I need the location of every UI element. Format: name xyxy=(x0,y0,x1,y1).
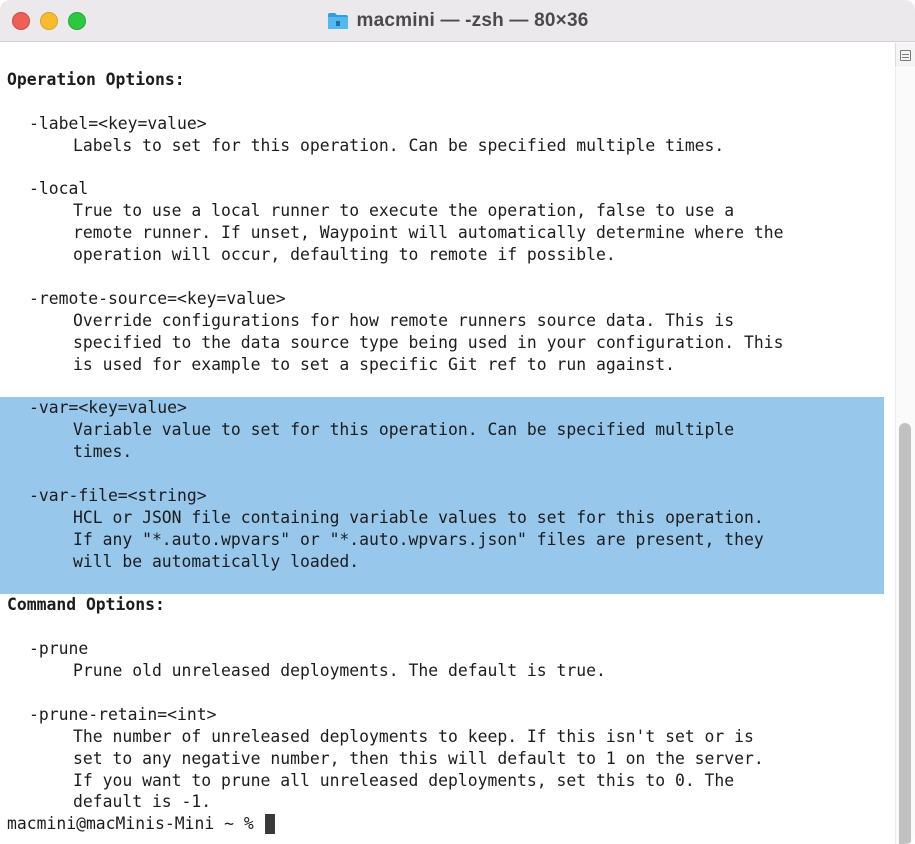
option-description: specified to the data source type being used in your configuration. This xyxy=(73,332,784,352)
scroll-view-toggle[interactable] xyxy=(895,43,915,67)
close-button[interactable] xyxy=(12,12,30,30)
blank-line xyxy=(0,682,893,704)
prompt-line[interactable] xyxy=(0,813,893,835)
text-selection[interactable] xyxy=(0,397,884,594)
option-flag: -prune xyxy=(29,639,89,659)
option-flag: -label=<key=value> xyxy=(29,113,207,133)
option-description: True to use a local runner to execute the operation, false to use a xyxy=(73,201,735,221)
option-description: set to any negative number, then this will default to 1 on the server. xyxy=(73,748,764,768)
option-description: Labels to set for this operation. Can be specified multiple times. xyxy=(73,135,725,155)
option-description: is used for example to set a specific Git ref to run against. xyxy=(73,354,675,374)
blank-line xyxy=(0,157,893,179)
blank-line xyxy=(0,616,893,638)
minimize-button[interactable] xyxy=(40,12,58,30)
option-flag: -remote-source=<key=value> xyxy=(29,288,286,308)
section-heading-operation: Operation Options: xyxy=(7,70,185,89)
option-flag: -local xyxy=(29,179,89,199)
option-flag: -prune-retain=<int> xyxy=(29,704,217,724)
option-description: The number of unreleased deployments to keep. If this isn't set or is xyxy=(73,726,754,746)
text-cursor xyxy=(265,814,275,834)
option-description: Variable value to set for this operation. Can be specified multiple xyxy=(73,420,735,440)
folder-icon xyxy=(327,12,349,30)
blank-line xyxy=(0,375,893,397)
option-description: HCL or JSON file containing variable values to set for this operation. xyxy=(73,507,764,527)
blank-line xyxy=(0,463,884,485)
option-description: default is -1. xyxy=(73,792,212,812)
option-description: Prune old unreleased deployments. The default is true. xyxy=(73,661,606,681)
option-description: will be automatically loaded. xyxy=(73,551,360,571)
blank-line xyxy=(0,266,893,288)
option-flag: -var=<key=value> xyxy=(29,398,187,418)
terminal-output[interactable] xyxy=(0,69,893,835)
maximize-button[interactable] xyxy=(68,12,86,30)
option-description: If you want to prune all unreleased deployments, set this to 0. The xyxy=(73,770,735,790)
shell-prompt: macmini@macMinis-Mini ~ % xyxy=(7,814,264,834)
scrollbar-thumb[interactable] xyxy=(899,423,911,844)
section-heading-command: Command Options: xyxy=(7,595,165,615)
window-controls xyxy=(12,12,86,30)
blank-line xyxy=(0,91,893,113)
option-description: Override configurations for how remote runners source data. This is xyxy=(73,310,735,330)
option-description: times. xyxy=(73,442,133,462)
blank-line xyxy=(0,572,884,594)
list-icon xyxy=(900,50,911,61)
scrollbar-track[interactable] xyxy=(895,68,915,844)
title-bar[interactable] xyxy=(0,0,915,42)
option-description: remote runner. If unset, Waypoint will automatically determine where the xyxy=(73,223,784,243)
option-description: If any "*.auto.wpvars" or "*.auto.wpvars.json" files are present, they xyxy=(73,529,764,549)
option-description: operation will occur, defaulting to remote if possible. xyxy=(73,245,616,265)
window-title: macmini — -zsh — 80×36 xyxy=(356,9,589,31)
window-title-group xyxy=(327,10,589,32)
option-flag: -var-file=<string> xyxy=(29,485,207,505)
